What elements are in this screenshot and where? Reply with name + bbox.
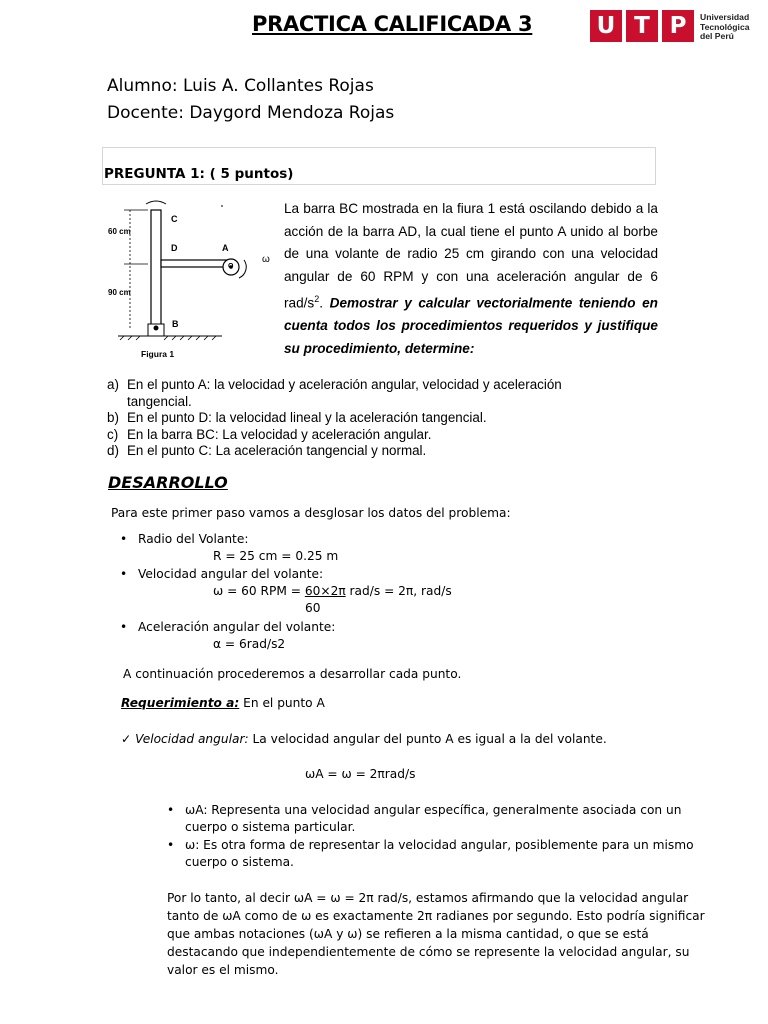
logo-letter-t: T	[626, 10, 658, 42]
label-omega: ω	[262, 254, 270, 265]
formula-acceleration: α = 6rad/s2	[213, 637, 286, 651]
label-c: C	[171, 214, 178, 224]
requirement-item: c) En la barra BC: La velocidad y aceleración angular.	[107, 426, 432, 442]
logo-letter-p: P	[662, 10, 694, 42]
angular-velocity-line: ✓ Velocidad angular: La velocidad angular del punto A es igual a la del volante.	[121, 732, 607, 746]
equation-omega: ωA = ω = 2πrad/s	[305, 767, 416, 781]
logo-letter-u: U	[590, 10, 622, 42]
label-a: A	[222, 243, 229, 253]
dimension-90cm: 90 cm	[108, 288, 131, 297]
page-title: PRACTICA CALIFICADA 3	[252, 12, 533, 36]
formula-radius: R = 25 cm = 0.25 m	[213, 549, 339, 563]
label-b: B	[172, 319, 179, 329]
label-o: O	[228, 263, 234, 270]
figure-caption: Figura 1	[141, 349, 175, 359]
figure-1	[104, 200, 274, 362]
note-omega-a: • ωA: Representa una velocidad angular específica, generalmente asociada con un cuerpo o sistema particular.	[185, 802, 695, 836]
conclusion-paragraph: Por lo tanto, al decir ωA = ω = 2π rad/s, estamos afirmando que la velocidad angular tanto de ωA como de ω es exactamente 2π radianes por segundo. Esto podría significar que ambas notaciones (ωA y ω) se refieren a la misma cantidad, o que se está destacando que independientemente de cómo se represente la velocidad angular, su valor es el mismo.	[167, 891, 705, 977]
student-line: Alumno: Luis A. Collantes Rojas	[107, 76, 374, 96]
data-label-radius: • Radio del Volante:	[138, 532, 248, 546]
logo-university-name: Universidad Tecnológica del Perú	[700, 12, 750, 41]
dimension-60cm: 60 cm	[108, 227, 131, 236]
data-label-velocity: • Velocidad angular del volante:	[138, 567, 323, 581]
data-label-acceleration: • Aceleración angular del volante:	[138, 620, 335, 634]
utp-logo	[590, 10, 760, 44]
problem-statement: La barra BC mostrada en la fiura 1 está oscilando debido a la acción de la barra AD, la cual tiene el punto A unido al borbe de una volante de radio 25 cm girando con una velocidad angular de 60 RPM y con una aceleración angular de 6 rad/$s^2$. Demostrar y calcular vectorialmente teniendo en cuenta todos los procedimientos requeridos y justifique su procedimiento, determine:	[284, 201, 658, 356]
section-heading: DESARROLLO	[108, 473, 228, 492]
question-title: PREGUNTA 1: ( 5 puntos)	[104, 166, 294, 182]
check-icon: ✓	[121, 732, 132, 746]
mechanism-diagram	[104, 200, 274, 362]
label-d: D	[171, 243, 178, 253]
requirement-a-line: Requerimiento a: En el punto A	[121, 696, 325, 710]
note-omega: • ω: Es otra forma de representar la velocidad angular, posiblemente para un mismo cuerpo o sistema.	[185, 837, 695, 871]
requirements-list	[107, 377, 627, 460]
formula-velocity: ω = 60 RPM = 60×2π rad/s = 2π, rad/s	[213, 584, 452, 598]
problem-instruction: Demostrar y calcular vectorialmente teniendo en cuenta todos los procedimientos requeridos y justifique su procedimiento, determine:	[284, 295, 658, 356]
intro-text: Para este primer paso vamos a desglosar los datos del problema:	[111, 506, 511, 520]
requirement-item: a) En el punto A: la velocidad y aceleración angular, velocidad y aceleración tangencial.	[107, 377, 562, 409]
formula-denominator: 60	[305, 601, 321, 615]
teacher-line: Docente: Daygord Mendoza Rojas	[107, 103, 395, 123]
requirement-item: b) En el punto D: la velocidad lineal y la aceleración tangencial.	[107, 410, 487, 425]
continue-text: A continuación procederemos a desarrollar cada punto.	[123, 667, 462, 681]
requirement-item: d) En el punto C: La aceleración tangencial y normal.	[107, 443, 427, 458]
